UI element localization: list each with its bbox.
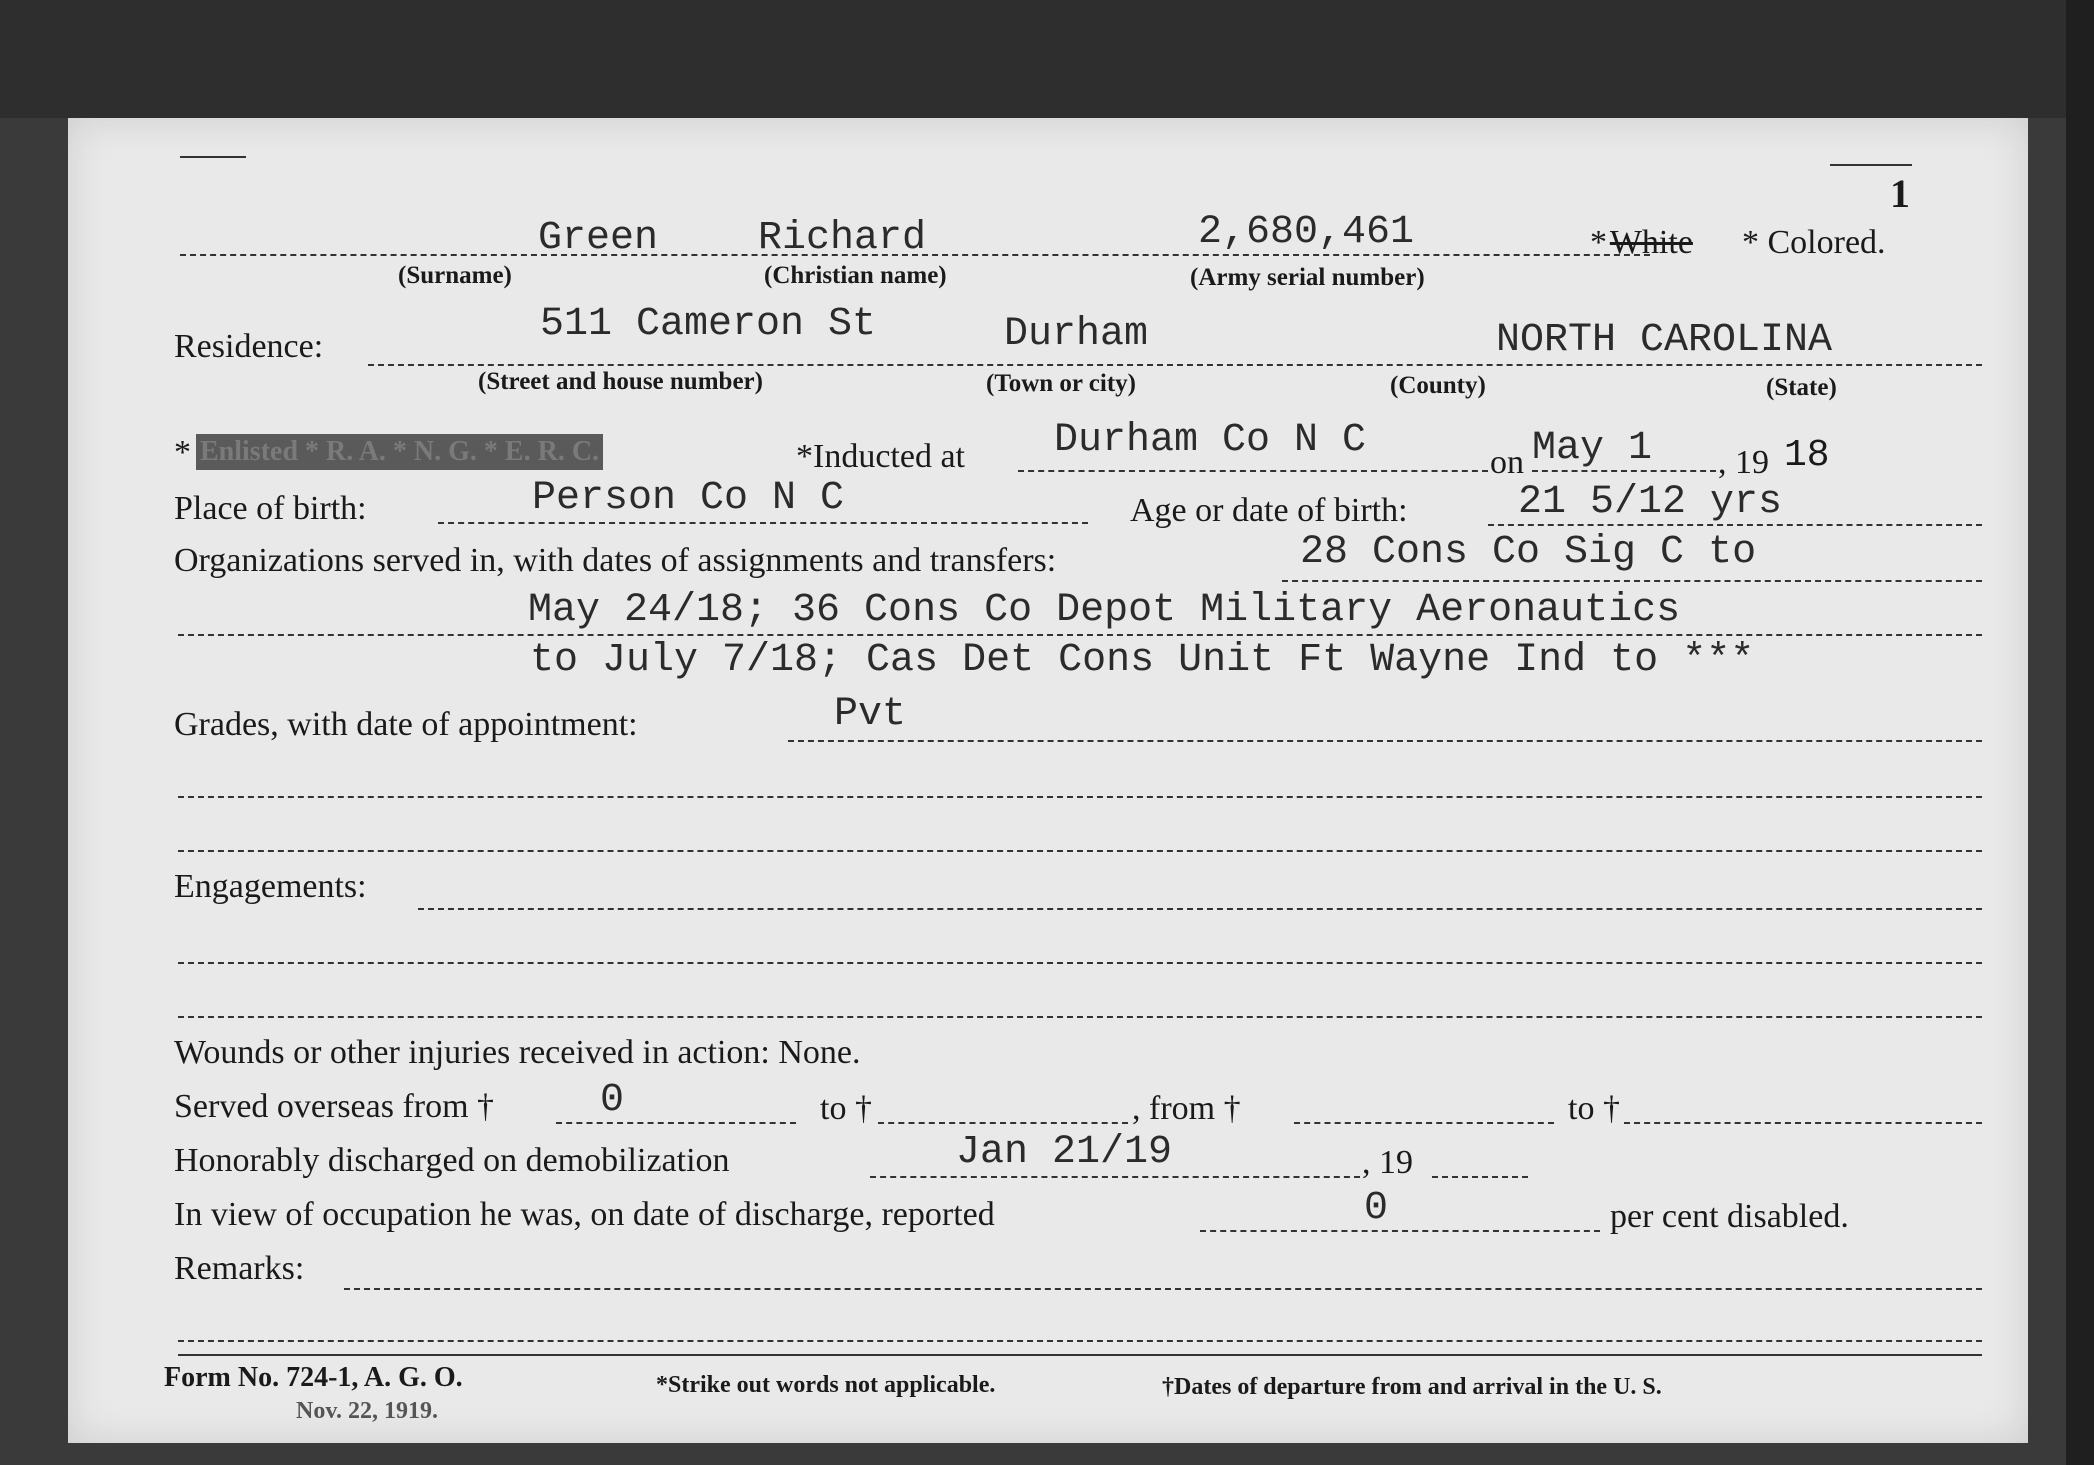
overseas-label: Served overseas from † — [174, 1088, 495, 1125]
birth-place-line — [438, 522, 1088, 524]
town-caption: (Town or city) — [986, 370, 1136, 397]
form-date: Nov. 22, 1919. — [296, 1398, 439, 1424]
overseas-to2-line — [1624, 1122, 1982, 1124]
residence-label: Residence: — [174, 328, 324, 365]
overseas-from-line — [556, 1122, 796, 1124]
inducted-line — [1018, 470, 1488, 472]
engagements-label: Engagements: — [174, 868, 367, 905]
surname-value: Green — [538, 216, 659, 261]
induction-date-value: May 1 — [1532, 426, 1653, 471]
corner-rule — [180, 156, 246, 158]
org-line-1 — [1282, 580, 1982, 582]
remarks-label: Remarks: — [174, 1250, 305, 1287]
footer-rule — [178, 1354, 1982, 1356]
redacted-enlistment: Enlisted * R. A. * N. G. * E. R. C. — [196, 434, 603, 470]
colored-option: * Colored. — [1742, 224, 1886, 261]
engagements-line-3 — [178, 1016, 1982, 1018]
grades-value: Pvt — [834, 692, 907, 737]
org-value-3: to July 7/18; Cas Det Cons Unit Ft Wayne Ind to *** — [530, 638, 1755, 683]
asterisk-marker: * — [174, 434, 191, 471]
overseas-from2-label: , from † — [1132, 1090, 1241, 1127]
page-number-rule — [1830, 164, 1912, 166]
year-prefix: , 19 — [1718, 444, 1769, 481]
disability-label: In view of occupation he was, on date of discharge, reported — [174, 1196, 995, 1233]
year-value: 18 — [1784, 434, 1830, 477]
age-value: 21 5/12 yrs — [1518, 480, 1783, 525]
form-number: Form No. 724-1, A. G. O. — [164, 1362, 463, 1393]
organizations-label: Organizations served in, with dates of assignments and transfers: — [174, 542, 1057, 579]
disability-suffix: per cent disabled. — [1610, 1198, 1849, 1235]
discharge-label: Honorably discharged on demobilization — [174, 1142, 730, 1179]
discharge-line — [870, 1176, 1360, 1178]
grades-line-3 — [178, 850, 1982, 852]
disability-line — [1200, 1230, 1600, 1232]
street-caption: (Street and house number) — [478, 368, 763, 395]
scan-background — [0, 0, 2094, 118]
remarks-line-2 — [178, 1340, 1982, 1342]
service-record-card — [68, 118, 2028, 1443]
discharge-year-line — [1432, 1176, 1528, 1178]
serial-value: 2,680,461 — [1198, 210, 1415, 255]
org-value-2: May 24/18; 36 Cons Co Depot Military Aeronautics — [528, 588, 1681, 633]
overseas-from2-line — [1294, 1122, 1554, 1124]
street-value: 511 Cameron St — [540, 302, 877, 347]
org-line-2 — [178, 634, 1982, 636]
christian-caption: (Christian name) — [764, 262, 947, 289]
scan-edge — [2066, 0, 2094, 1465]
age-label: Age or date of birth: — [1130, 492, 1408, 529]
page-number: 1 — [1890, 171, 1910, 216]
engagements-line-2 — [178, 962, 1982, 964]
overseas-to-label: to † — [820, 1090, 872, 1127]
serial-caption: (Army serial number) — [1190, 264, 1425, 291]
residence-line — [368, 364, 1982, 366]
disability-value: 0 — [1364, 1186, 1389, 1231]
birth-place-value: Person Co N C — [532, 476, 845, 521]
org-value-1: 28 Cons Co Sig C to — [1300, 530, 1757, 575]
discharge-date-value: Jan 21/19 — [956, 1130, 1173, 1175]
footer-note-strike: *Strike out words not applicable. — [656, 1372, 996, 1398]
overseas-from-value: 0 — [600, 1078, 625, 1123]
remarks-line-1 — [344, 1288, 1982, 1290]
discharge-year-prefix: , 19 — [1362, 1144, 1413, 1181]
state-value: NORTH CAROLINA — [1496, 318, 1833, 363]
state-caption: (State) — [1766, 374, 1837, 401]
grades-line — [788, 740, 1982, 742]
christian-name-value: Richard — [758, 216, 927, 261]
overseas-to-line — [878, 1122, 1128, 1124]
overseas-to2-label: to † — [1568, 1090, 1620, 1127]
county-caption: (County) — [1390, 372, 1486, 399]
on-label: on — [1490, 444, 1524, 481]
inducted-label: *Inducted at — [796, 438, 965, 475]
birth-place-label: Place of birth: — [174, 490, 367, 527]
white-option: * White — [1590, 224, 1693, 261]
footer-note-dates: †Dates of departure from and arrival in the U. S. — [1162, 1374, 1662, 1400]
wounds-label: Wounds or other injuries received in action: None. — [174, 1034, 861, 1071]
town-value: Durham — [1004, 312, 1149, 357]
engagements-line-1 — [418, 908, 1982, 910]
grades-label: Grades, with date of appointment: — [174, 706, 638, 743]
grades-line-2 — [178, 796, 1982, 798]
surname-caption: (Surname) — [398, 262, 512, 289]
inducted-place-value: Durham Co N C — [1054, 418, 1367, 463]
